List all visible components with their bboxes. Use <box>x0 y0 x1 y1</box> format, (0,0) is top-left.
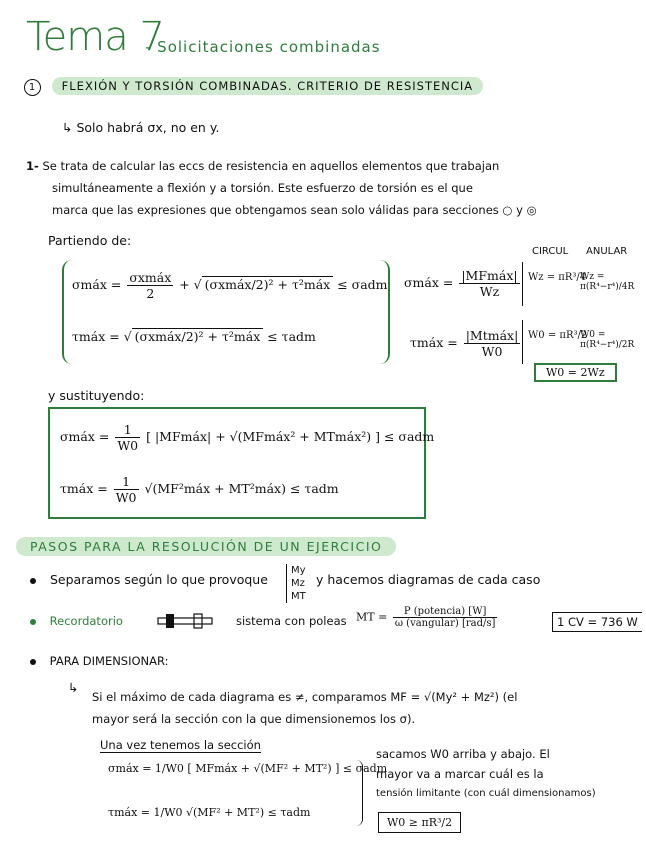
page-title: Tema 7 <box>26 14 164 60</box>
equation-sigma-max: σmáx = $\frac{\text{σxmáx}}{2}$ + √ (σxmáx/2)² + τ²máx ≤ σadm <box>72 270 388 301</box>
w0-relation-box: W0 = 2Wz <box>534 363 617 382</box>
wz-circular: Wz = πR³/4 <box>528 272 587 283</box>
page-subtitle: - Solicitaciones combinadas <box>145 38 381 56</box>
w0-anular: W0 = π(R⁴−r⁴)/2R <box>580 330 635 350</box>
w0-condition-box: W0 ≥ πR³/2 <box>378 812 461 833</box>
pulley-shaft-icon <box>156 612 214 630</box>
sacamos-note: sacamos W0 arriba y abajo. El mayor va a marcar cuál es la tensión limitante (con cuál dimensionamos) <box>376 747 596 799</box>
bullet-dimensionar: PARA DIMENSIONAR: <box>30 654 169 668</box>
wz-anular: Wz = π(R⁴−r⁴)/4R <box>580 272 635 292</box>
boxed-sigma-equation: σmáx = $\frac{1}{W0}$ [ |MFmáx| + √(MFmáx² + MTmáx²) ] ≤ σadm <box>60 422 435 453</box>
mt-formula: MT = $\frac{\text{P (potencia) [W]}}{\text{ω (vangular) [rad/s]}}$ <box>356 606 496 629</box>
moment-list: My Mz MT <box>286 564 306 603</box>
bullet-dot-icon <box>30 578 36 584</box>
bullet-recordatorio: Recordatorio <box>30 614 123 628</box>
equation-sigma-max-mf: σmáx = $\frac{\text{|MFmáx|}}{Wz}$ <box>404 268 518 299</box>
note-sigma-x: ↳ Solo habrá σx, no en y. <box>62 120 220 135</box>
bullet-separar: Separamos según lo que provoque <box>30 572 268 587</box>
dimensionar-text: Si el máximo de cada diagrama es ≠, comparamos MF = √(My² + Mz²) (el mayor será la sección con la que dimensionemos los σ). <box>92 690 518 726</box>
intro-paragraph: 1- Se trata de calcular las eccs de resistencia en aquellos elementos que trabajan simultáneamente a flexión y a torsión. Este esfuerzo de torsión es el que marca que las expresiones que obtengamos sean solo válidas para secciones ○ y ◎ <box>26 159 537 217</box>
cv-note: 1 CV = 736 W <box>552 612 642 632</box>
equation-tau-max: τmáx = √ (σxmáx/2)² + τ²máx ≤ τadm <box>72 329 316 344</box>
dim-sigma-equation: σmáx = 1/W0 [ MFmáx + √(MF² + MT²) ] ≤ σadm <box>108 762 388 775</box>
w0-circular: W0 = πR³/2 <box>528 330 588 341</box>
left-brace-open <box>62 260 72 364</box>
bullet-dot-icon <box>30 619 36 625</box>
section-1-header <box>24 79 483 96</box>
arrow-icon: ↳ <box>62 120 73 135</box>
boxed-tau-equation: τmáx = $\frac{1}{W0}$ √(MF²máx + MT²máx) ≤ τadm <box>60 474 339 505</box>
brace <box>356 760 363 826</box>
arrow-icon: ↳ <box>68 680 79 695</box>
divider <box>522 262 523 306</box>
equation-tau-max-mt: τmáx = $\frac{\text{|Mtmáx|}}{W0}$ <box>410 328 519 359</box>
poleas-text: sistema con poleas <box>236 614 347 628</box>
dim-tau-equation: τmáx = 1/W0 √(MF² + MT²) ≤ τadm <box>108 806 311 819</box>
section-number: 1 <box>24 79 41 96</box>
sustituyendo-label: y sustituyendo: <box>48 388 145 403</box>
label-circul: CIRCUL <box>532 246 569 257</box>
divider <box>522 320 523 364</box>
partiendo-label: Partiendo de: <box>48 233 132 248</box>
label-anular: ANULAR <box>586 246 628 257</box>
una-vez-label: Una vez tenemos la sección <box>100 738 261 752</box>
bullet-dot-icon <box>30 659 36 665</box>
section-1-title: FLEXIÓN Y TORSIÓN COMBINADAS. CRITERIO DE RESISTENCIA <box>52 77 484 95</box>
bullet-separar-tail: y hacemos diagramas de cada caso <box>316 572 541 587</box>
section-2-title: PASOS PARA LA RESOLUCIÓN DE UN EJERCICIO <box>16 537 396 556</box>
